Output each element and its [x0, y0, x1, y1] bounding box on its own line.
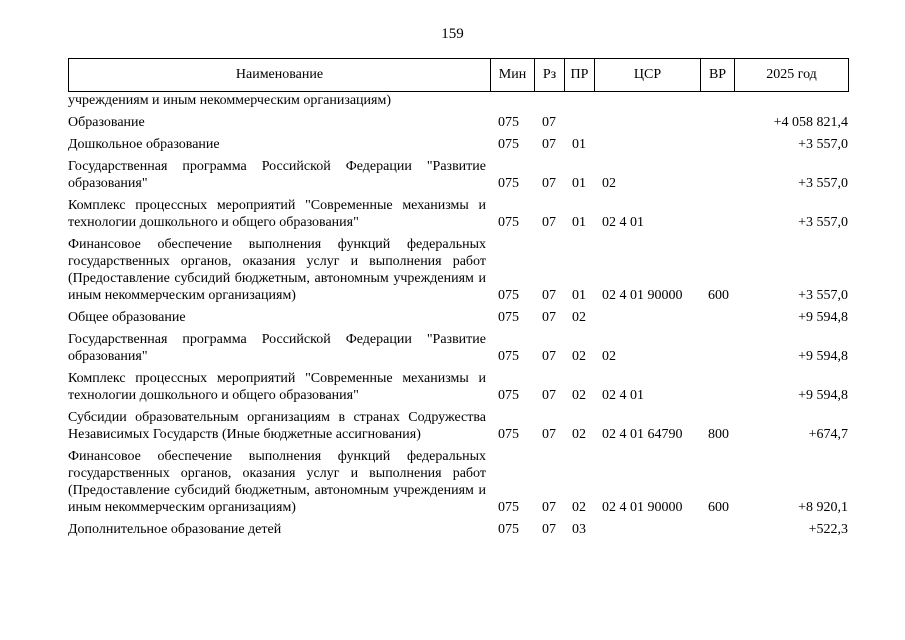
row-amount: +9 594,8: [798, 310, 848, 325]
row-amount: +9 594,8: [798, 388, 848, 403]
row-name: учреждениям и иным некоммерческим организациям): [68, 93, 392, 108]
table-row: [68, 326, 848, 365]
row-min: 075: [498, 427, 519, 442]
row-name: Государственная программа Российской Федерации "Развитие образования": [68, 332, 486, 364]
row-min: 075: [498, 215, 519, 230]
row-pr: 01: [572, 137, 586, 152]
row-name: Дополнительное образование детей: [68, 522, 282, 537]
row-csr: 02 4 01: [602, 215, 644, 230]
row-pr: 02: [572, 427, 586, 442]
row-csr: 02: [602, 349, 616, 364]
row-min: 075: [498, 522, 519, 537]
row-csr: 02 4 01: [602, 388, 644, 403]
row-name: Общее образование: [68, 310, 186, 325]
row-amount: +8 920,1: [798, 500, 848, 515]
table-row: [68, 365, 848, 404]
header-vr: ВР: [701, 59, 735, 92]
table-row: [68, 192, 848, 231]
row-name: Комплекс процессных мероприятий "Современные механизмы и технологии дошкольного и общего образования": [68, 198, 486, 230]
row-csr: 02: [602, 176, 616, 191]
row-pr: 02: [572, 500, 586, 515]
header-rz: Рз: [535, 59, 565, 92]
table-row: [68, 443, 848, 516]
row-min: 075: [498, 349, 519, 364]
row-rz: 07: [542, 388, 556, 403]
row-vr: [700, 304, 734, 326]
row-min: 075: [498, 310, 519, 325]
table-row: [68, 153, 848, 192]
row-name: Финансовое обеспечение выполнения функций федеральных государственных органов, оказания услуг и выполнения работ (Предоставление субсидий бюджетным, автономным учреждениям и иным некоммерческим организациям): [68, 449, 486, 515]
row-rz: 07: [542, 176, 556, 191]
row-min: 075: [498, 137, 519, 152]
table-header: [68, 58, 849, 92]
row-csr: [594, 516, 700, 538]
row-pr: [564, 92, 594, 109]
row-csr: [594, 131, 700, 153]
row-min: [490, 92, 534, 109]
row-csr: 02 4 01 64790: [602, 427, 683, 442]
row-amount: +3 557,0: [798, 215, 848, 230]
row-pr: [564, 109, 594, 131]
row-pr: 01: [572, 288, 586, 303]
row-pr: 01: [572, 215, 586, 230]
row-vr: [700, 516, 734, 538]
table-row: [68, 231, 848, 304]
page-number: 159: [441, 26, 464, 42]
row-vr: [700, 92, 734, 109]
row-vr: [700, 109, 734, 131]
row-csr: [594, 304, 700, 326]
row-pr: 01: [572, 176, 586, 191]
row-pr: 02: [572, 349, 586, 364]
row-vr: [700, 131, 734, 153]
header-pr: ПР: [565, 59, 595, 92]
row-amount: +3 557,0: [798, 288, 848, 303]
row-min: 075: [498, 500, 519, 515]
table-row: [68, 404, 848, 443]
row-pr: 02: [572, 388, 586, 403]
row-vr: [700, 153, 734, 192]
row-csr: [594, 92, 700, 109]
row-min: 075: [498, 176, 519, 191]
row-vr: [700, 192, 734, 231]
row-vr: [700, 326, 734, 365]
row-amount: +522,3: [808, 522, 848, 537]
budget-table-body: [68, 92, 848, 538]
row-name: Финансовое обеспечение выполнения функций федеральных государственных органов, оказания услуг и выполнения работ (Предоставление субсидий бюджетным, автономным учреждениям и иным некоммерческим организациям): [68, 237, 486, 303]
header-csr: ЦСР: [595, 59, 701, 92]
row-amount: +674,7: [808, 427, 848, 442]
table-row: [68, 131, 848, 153]
table-row: [68, 516, 848, 538]
row-min: 075: [498, 115, 519, 130]
row-rz: [534, 92, 564, 109]
row-amount: +3 557,0: [798, 137, 848, 152]
row-csr: 02 4 01 90000: [602, 500, 683, 515]
row-vr: [700, 365, 734, 404]
row-rz: 07: [542, 115, 556, 130]
row-vr: 800: [708, 427, 729, 442]
row-rz: 07: [542, 500, 556, 515]
table-row: [68, 92, 848, 109]
header-min: Мин: [491, 59, 535, 92]
row-vr: 600: [708, 500, 729, 515]
row-name: Субсидии образовательным организациям в странах Содружества Независимых Государств (Иные бюджетные ассигнования): [68, 410, 486, 442]
row-csr: [594, 109, 700, 131]
header-year: 2025 год: [735, 59, 849, 92]
row-rz: 07: [542, 137, 556, 152]
row-rz: 07: [542, 288, 556, 303]
table-row: [68, 109, 848, 131]
row-pr: 02: [572, 310, 586, 325]
row-amount: +9 594,8: [798, 349, 848, 364]
row-vr: 600: [708, 288, 729, 303]
row-rz: 07: [542, 522, 556, 537]
row-name: Дошкольное образование: [68, 137, 220, 152]
row-name: Комплекс процессных мероприятий "Современные механизмы и технологии дошкольного и общего образования": [68, 371, 486, 403]
row-rz: 07: [542, 427, 556, 442]
row-name: Образование: [68, 115, 145, 130]
table-row: [68, 304, 848, 326]
row-name: Государственная программа Российской Федерации "Развитие образования": [68, 159, 486, 191]
row-min: 075: [498, 288, 519, 303]
row-amount: [734, 92, 848, 109]
header-name: Наименование: [69, 59, 491, 92]
row-rz: 07: [542, 349, 556, 364]
row-min: 075: [498, 388, 519, 403]
row-rz: 07: [542, 215, 556, 230]
row-amount: +3 557,0: [798, 176, 848, 191]
budget-table: [68, 92, 848, 538]
row-pr: 03: [572, 522, 586, 537]
row-rz: 07: [542, 310, 556, 325]
row-csr: 02 4 01 90000: [602, 288, 683, 303]
row-amount: +4 058 821,4: [773, 115, 848, 130]
